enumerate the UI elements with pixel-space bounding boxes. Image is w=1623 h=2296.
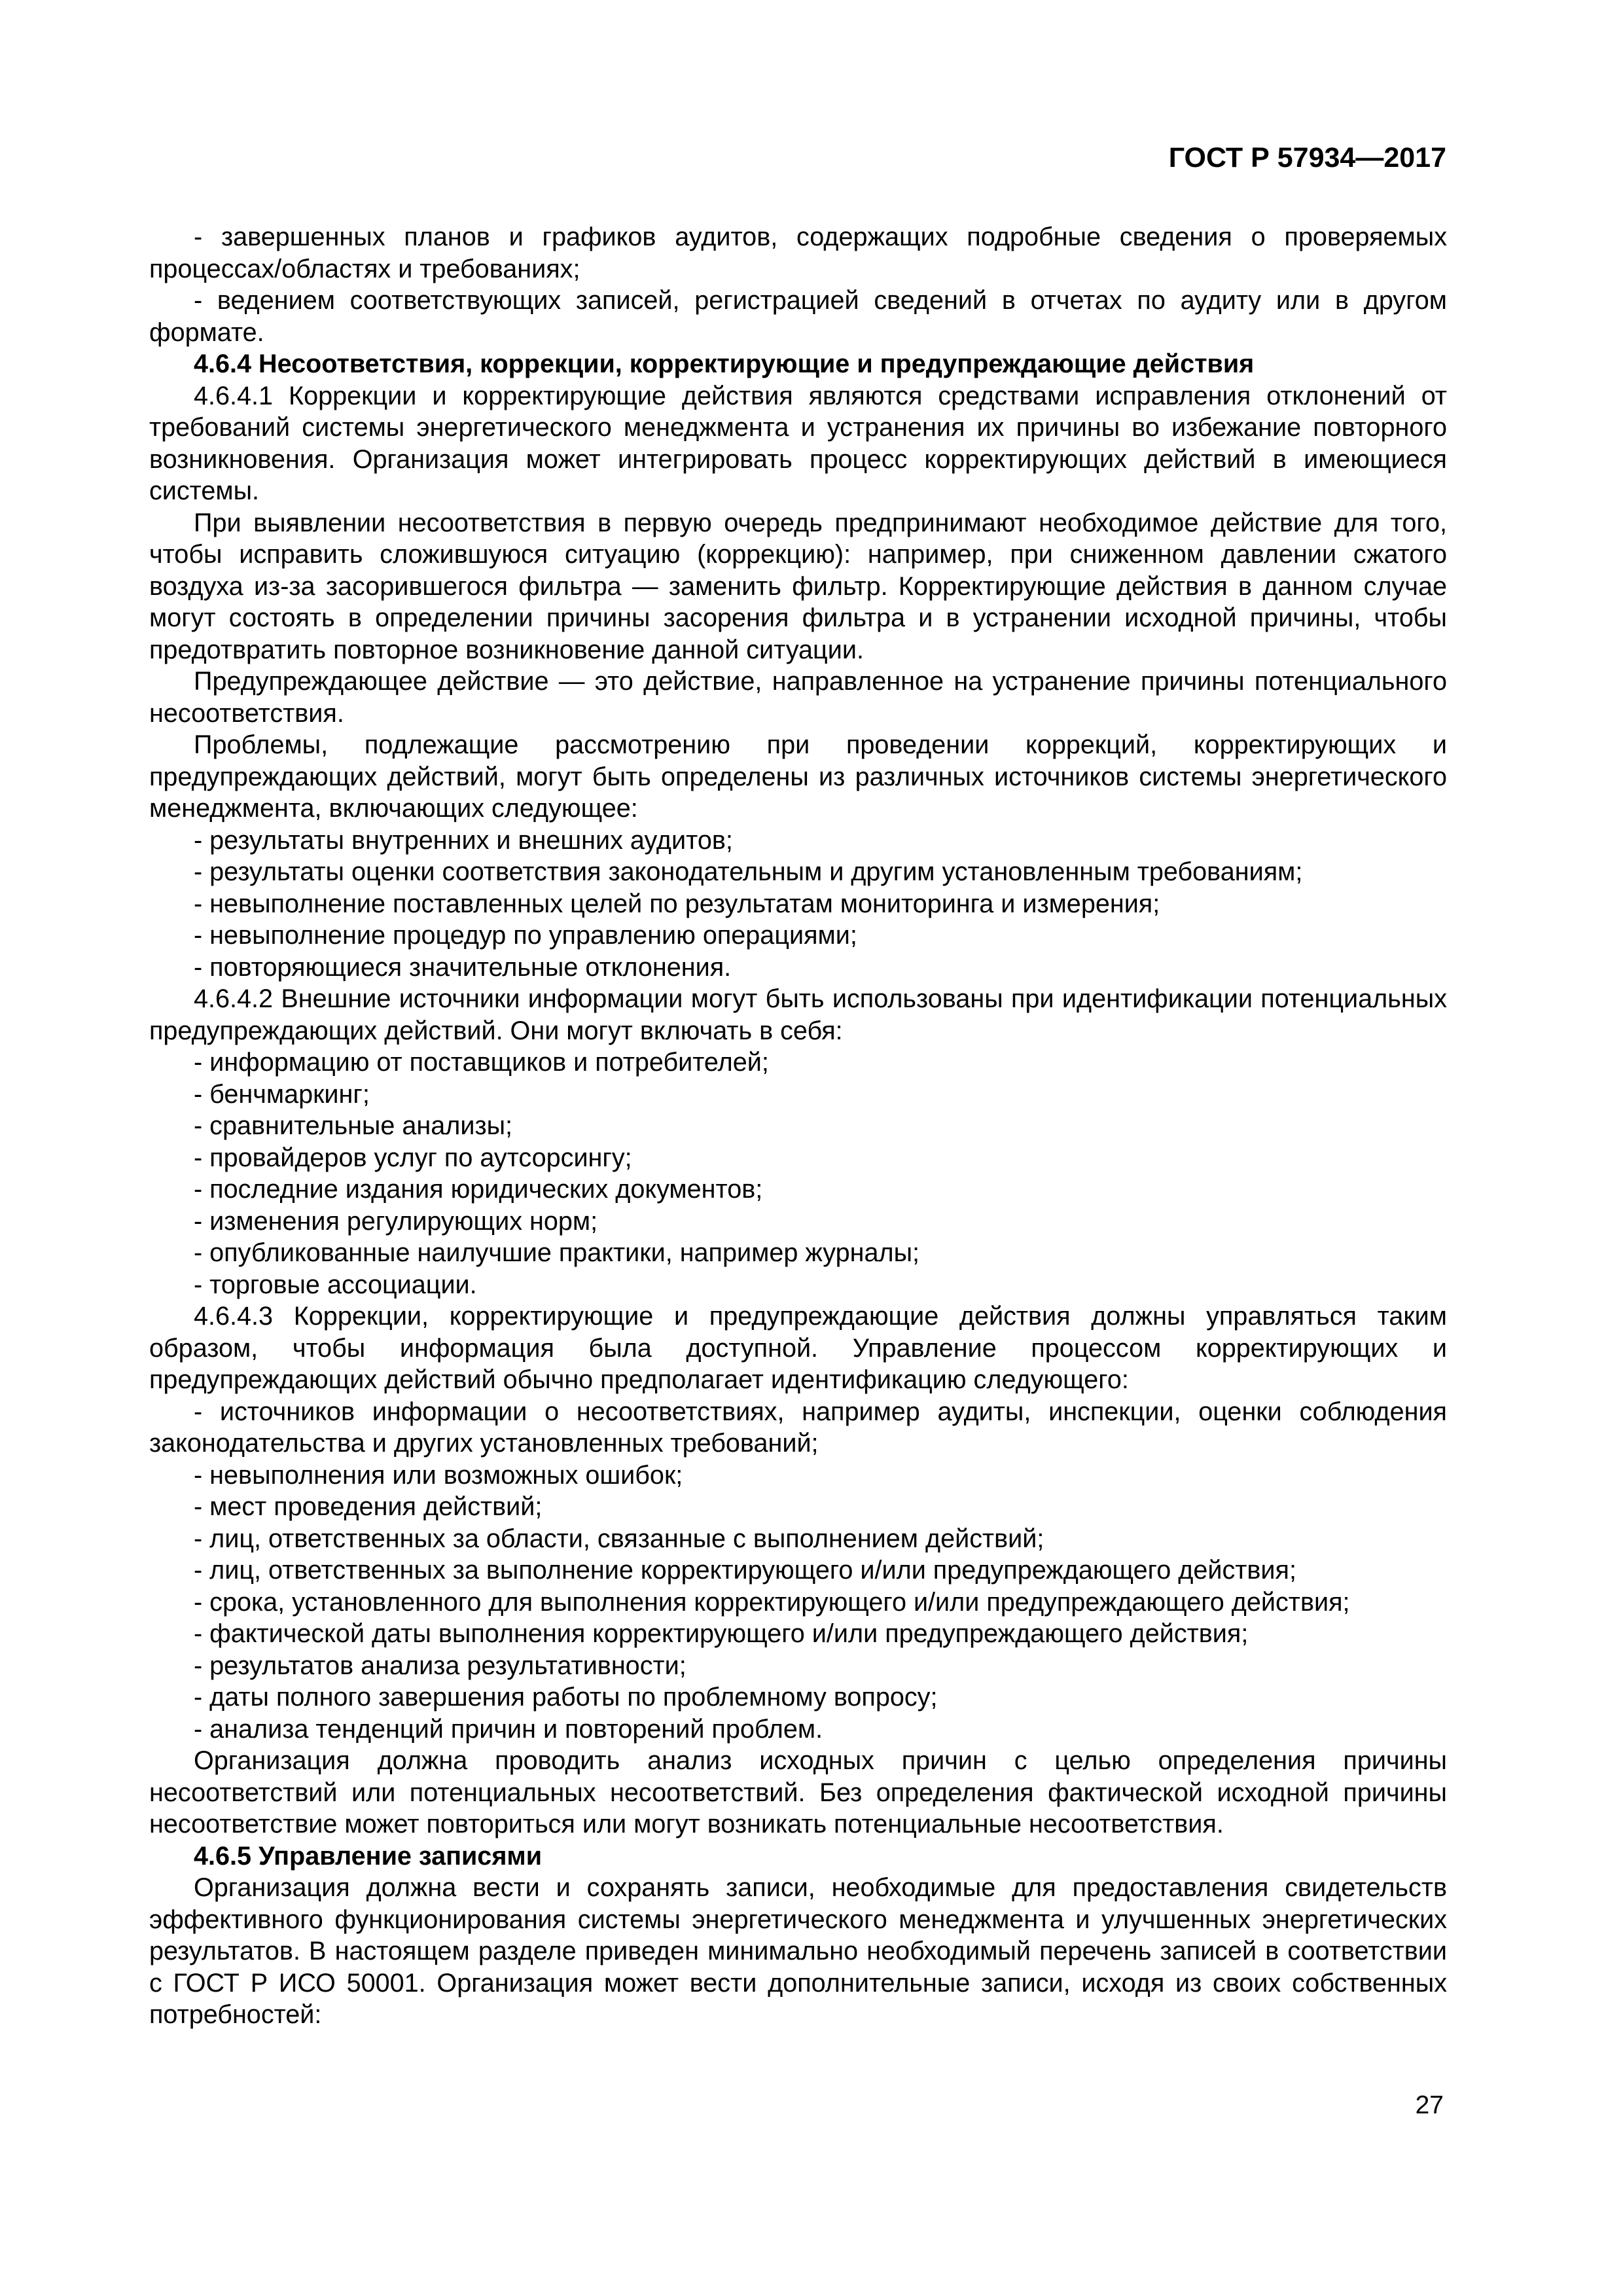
list-item: - невыполнение поставленных целей по результатам мониторинга и измерения; [194,889,1160,918]
list-item: - повторяющиеся значительные отклонения. [194,952,732,982]
list-item: - бенчмаркинг; [194,1079,370,1109]
standard-header: ГОСТ Р 57934—2017 [1168,142,1446,173]
list-item: - даты полного завершения работы по проблемному вопросу; [194,1683,938,1712]
paragraph: Организация должна вести и сохранять записи, необходимые для предоставления свидетельств эффективного функционирования системы энергетического менеджмента и улучшенных энергетических результатов. В настоящем разделе приведен минимально необходимый перечень записей в соответствии с ГОСТ Р ИСО 50001. Организация может вести дополнительные записи, исходя из своих собственных потребностей: [149,1873,1447,2029]
paragraph: 4.6.4.3 Коррекции, корректирующие и предупреждающие действия должны управляться таким образом, чтобы информация была доступной. Управление процессом корректирующих и предупреждающих действий обычно предполагает идентификацию следующего: [149,1302,1447,1394]
paragraph: Проблемы, подлежащие рассмотрению при проведении коррекций, корректирующих и предупреждающих действий, могут быть определены из различных источников системы энергетического менеджмента, включающих следующее: [149,730,1447,823]
paragraph: Организация должна проводить анализ исходных причин с целью определения причины несоответствий или потенциальных несоответствий. Без определения фактической исходной причины несоответствие может повториться или могут возникать потенциальные несоответствия. [149,1746,1447,1839]
list-item: - информацию от поставщиков и потребителей; [194,1048,769,1077]
list-item: - результаты оценки соответствия законодательным и другим установленным требованиям; [194,857,1303,886]
list-item: - провайдеров услуг по аутсорсингу; [194,1143,632,1172]
list-item: - невыполнение процедур по управлению операциями; [194,921,857,950]
list-item: - опубликованные наилучшие практики, например журналы; [194,1238,920,1267]
paragraph: Предупреждающее действие — это действие, направленное на устранение причины потенциального несоответствия. [149,667,1447,728]
list-item: - изменения регулирующих норм; [194,1206,598,1236]
page-body [149,221,1447,2031]
section-heading-4-6-4: 4.6.4 Несоответствия, коррекции, корректирующие и предупреждающие действия [194,350,1255,378]
list-item: - последние издания юридических документов; [194,1175,763,1204]
paragraph: При выявлении несоответствия в первую очередь предпринимают необходимое действие для того, чтобы исправить сложившуюся ситуацию (коррекцию): например, при сниженном давлении сжатого воздуха из-за засорившегося фильтра — заменить фильтр. Корректирующие действия в данном случае могут состоять в определении причины засорения фильтра и в устранении исходной причины, чтобы предотвратить повторное возникновение данной ситуации. [149,508,1447,664]
paragraph: 4.6.4.1 Коррекции и корректирующие действия являются средствами исправления отклонений от требований системы энергетического менеджмента и устранения их причины во избежание повторного возникновения. Организация может интегрировать процесс корректирующих действий в имеющиеся системы. [149,381,1447,505]
list-item: - торговые ассоциации. [194,1270,477,1299]
list-item: - лиц, ответственных за выполнение корректирующего и/или предупреждающего действия; [194,1556,1296,1585]
list-item: - результатов анализа результативности; [194,1651,687,1680]
list-item: - анализа тенденций причин и повторений проблем. [194,1714,823,1744]
page-number: 27 [1415,2091,1444,2119]
list-item: - лиц, ответственных за области, связанные с выполнением действий; [194,1524,1044,1553]
section-heading-4-6-5: 4.6.5 Управление записями [194,1841,543,1871]
list-item: - завершенных планов и графиков аудитов, содержащих подробные сведения о проверяемых процессах/областях и требованиях; [149,223,1447,283]
list-item: - результаты внутренних и внешних аудитов; [194,825,733,855]
list-item: - невыполнения или возможных ошибок; [194,1460,683,1490]
list-item: - срока, установленного для выполнения корректирующего и/или предупреждающего действия; [194,1587,1350,1617]
list-item: - сравнительные анализы; [194,1111,513,1140]
list-item: - ведением соответствующих записей, регистрацией сведений в отчетах по аудиту или в другом формате. [149,286,1447,347]
list-item: - мест проведения действий; [194,1492,543,1521]
list-item: - источников информации о несоответствиях, например аудиты, инспекции, оценки соблюдения законодательства и других установленных требований; [149,1397,1447,1458]
paragraph: 4.6.4.2 Внешние источники информации могут быть использованы при идентификации потенциальных предупреждающих действий. Они могут включать в себя: [149,984,1447,1045]
list-item: - фактической даты выполнения корректирующего и/или предупреждающего действия; [194,1619,1249,1648]
